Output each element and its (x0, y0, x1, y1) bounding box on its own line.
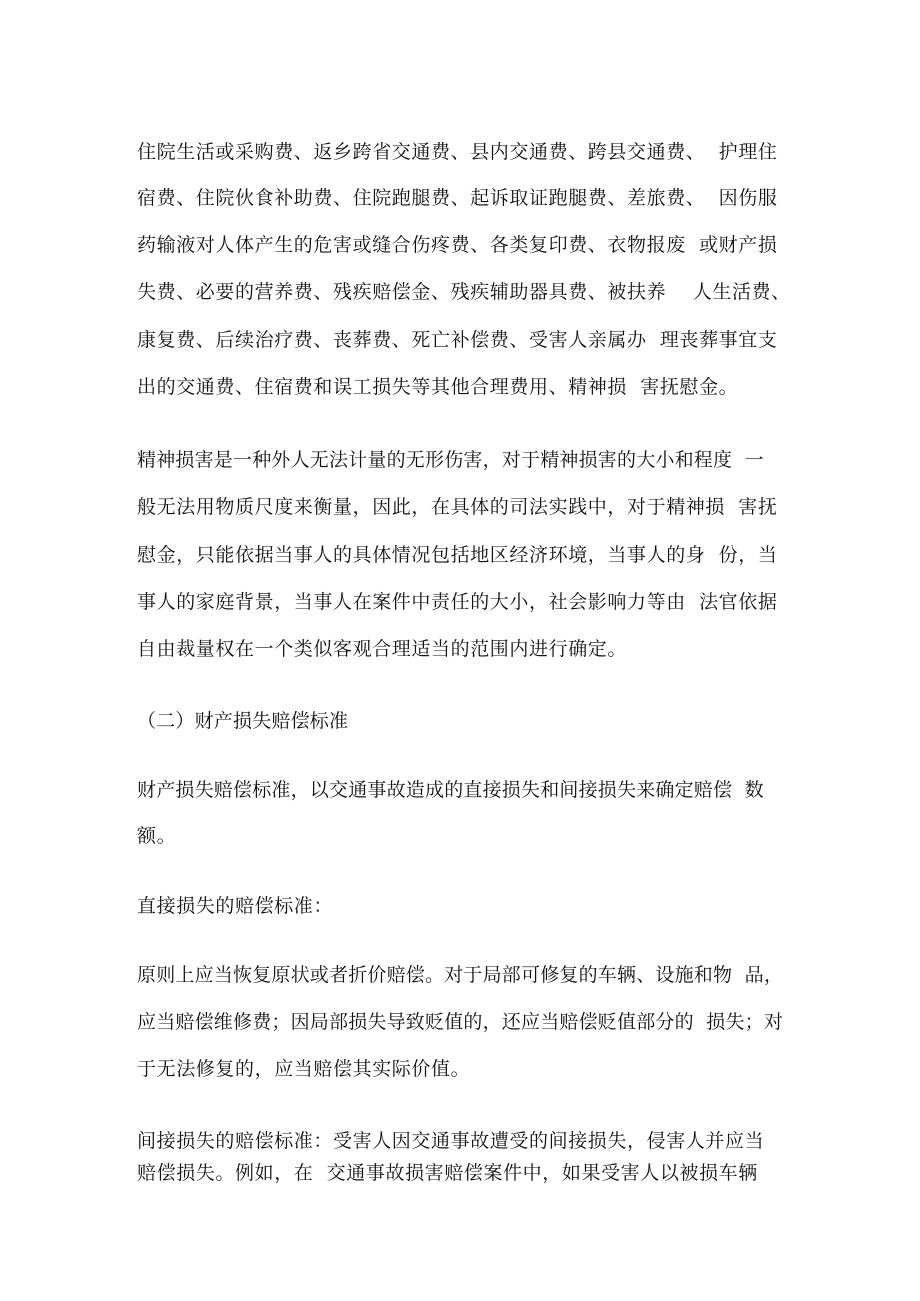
paragraph-1-line-3: 药输液对人体产生的危害或缝合伤疼费、各类复印费、衣物报废 或财产损 (137, 234, 778, 256)
paragraph-1-line-2: 宿费、住院伙食补助费、住院跑腿费、起诉取证跑腿费、差旅费、 因伤服 (137, 187, 778, 209)
paragraph-2-line-3: 慰金，只能依据当事人的具体情况包括地区经济环境，当事人的身 份，当 (137, 544, 778, 566)
paragraph-1-line-1: 住院生活或采购费、返乡跨省交通费、县内交通费、跨县交通费、 护理住 (137, 141, 778, 163)
direct-loss-heading: 直接损失的赔偿标准： (137, 895, 334, 917)
paragraph-3-line-2: 额。 (137, 825, 177, 847)
section-heading: （二）财产损失赔偿标准 (137, 710, 349, 732)
paragraph-1-line-4: 失费、必要的营养费、残疾赔偿金、残疾辅助器具费、被扶养 人生活费、 (137, 281, 791, 303)
paragraph-2-line-4: 事人的家庭背景，当事人在案件中责任的大小，社会影响力等由 法官依据 (137, 591, 778, 613)
paragraph-4-line-3: 于无法修复的，应当赔偿其实际价值。 (137, 1058, 471, 1080)
paragraph-4-line-2: 应当赔偿维修费；因局部损失导致贬值的，还应当赔偿贬值部分的 损失；对 (137, 1011, 784, 1033)
paragraph-2-line-2: 般无法用物质尺度来衡量，因此，在具体的司法实践中，对于精神损 害抚 (137, 496, 778, 518)
paragraph-5-line-1: 间接损失的赔偿标准：受害人因交通事故遭受的间接损失，侵害人并应当 (137, 1130, 765, 1152)
paragraph-5-line-2: 赔偿损失。例如，在 交通事故损害赔偿案件中，如果受害人以被损车辆 (137, 1162, 758, 1184)
paragraph-4-line-1: 原则上应当恢复原状或者折价赔偿。对于局部可修复的车辆、设施和物 品， (137, 964, 784, 986)
paragraph-1-line-5: 康复费、后续治疗费、丧葬费、死亡补偿费、受害人亲属办 理丧葬事宜支 (137, 329, 778, 351)
paragraph-1-line-6: 出的交通费、住宿费和误工损失等其他合理费用、精神损 害抚慰金。 (137, 376, 739, 398)
paragraph-2-line-1: 精神损害是一种外人无法计量的无形伤害，对于精神损害的大小和程度 一 (137, 449, 764, 471)
paragraph-3-line-1: 财产损失赔偿标准，以交通事故造成的直接损失和间接损失来确定赔偿 数 (137, 779, 764, 801)
paragraph-2-line-5: 自由裁量权在一个类似客观合理适当的范围内进行确定。 (137, 638, 628, 660)
